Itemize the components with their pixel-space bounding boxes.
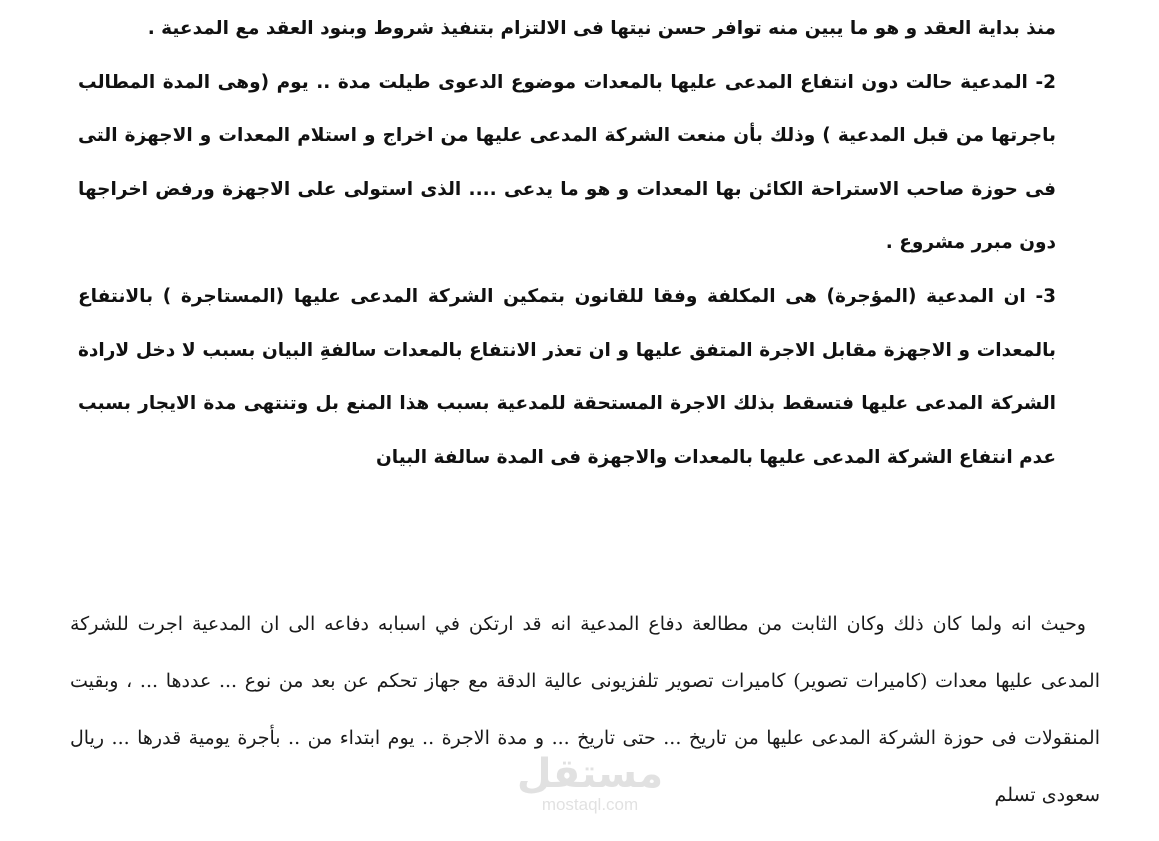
watermark-url: mostaql.com [541,795,639,814]
paragraph-point-3: 3- ان المدعية (المؤجرة) هى المكلفة وفقا للقانون بتمكين الشركة المدعى عليها (المستاجرة ) بالانتفاع بالمعدات و الاجهزة مقابل الاجرة المتفق عليها و ان تعذر الانتفاع بالمعدات سالفةِ البيان بسبب لا دخل لارادة الشركة المدعى عليها فتسقط بذلك الاجرة المستحقة للمدعية بسبب هذا المنع بل وتنتهى مدة الايجار بسبب عدم انتفاع الشركة المدعى عليها بالمعدات والاجهزة فى المدة سالفة البيان [78,285,1056,468]
paragraph-continuation: منذ بداية العقد و هو ما يبين منه توافر حسن نيتها فى الالتزام بتنفيذ شروط وبنود العقد مع المدعية . [147,18,1056,39]
bold-paragraph-block [78,2,1056,484]
plain-paragraph-block [70,596,1100,824]
watermark-logo: مستقل [516,751,664,797]
paragraph-point-2: 2- المدعية حالت دون انتفاع المدعى عليها بالمعدات موضوع الدعوى طيلت مدة .. يوم (وهى المدة المطالب باجرتها من قبل المدعية ) وذلك بأن منعت الشركة المدعى عليها من اخراج و استلام المعدات و الاجهزة التى فى حوزة صاحب الاستراحة الكائن بها المعدات و هو ما يدعى .... الذى استولى على الاجهزة ورفض اخراجها دون مبرر مشروع . [78,71,1056,254]
paragraph-whereas: وحيث انه ولما كان ذلك وكان الثابت من مطالعة دفاع المدعية انه قد ارتكن في اسبابه دفاعه الى ان المدعية اجرت للشركة المدعى عليها معدات (كاميرات تصوير) كاميرات تصوير تلفزيونى عالية الدقة مع جهاز تحكم عن بعد من نوع ... عددها ... ، وبقيت المنقولات فى حوزة الشركة المدعى عليها من تاريخ ... حتى تاريخ ... و مدة الاجرة .. يوم ابتداء من .. بأجرة يومية قدرها ... ريال سعودى تسلم [70,613,1100,806]
